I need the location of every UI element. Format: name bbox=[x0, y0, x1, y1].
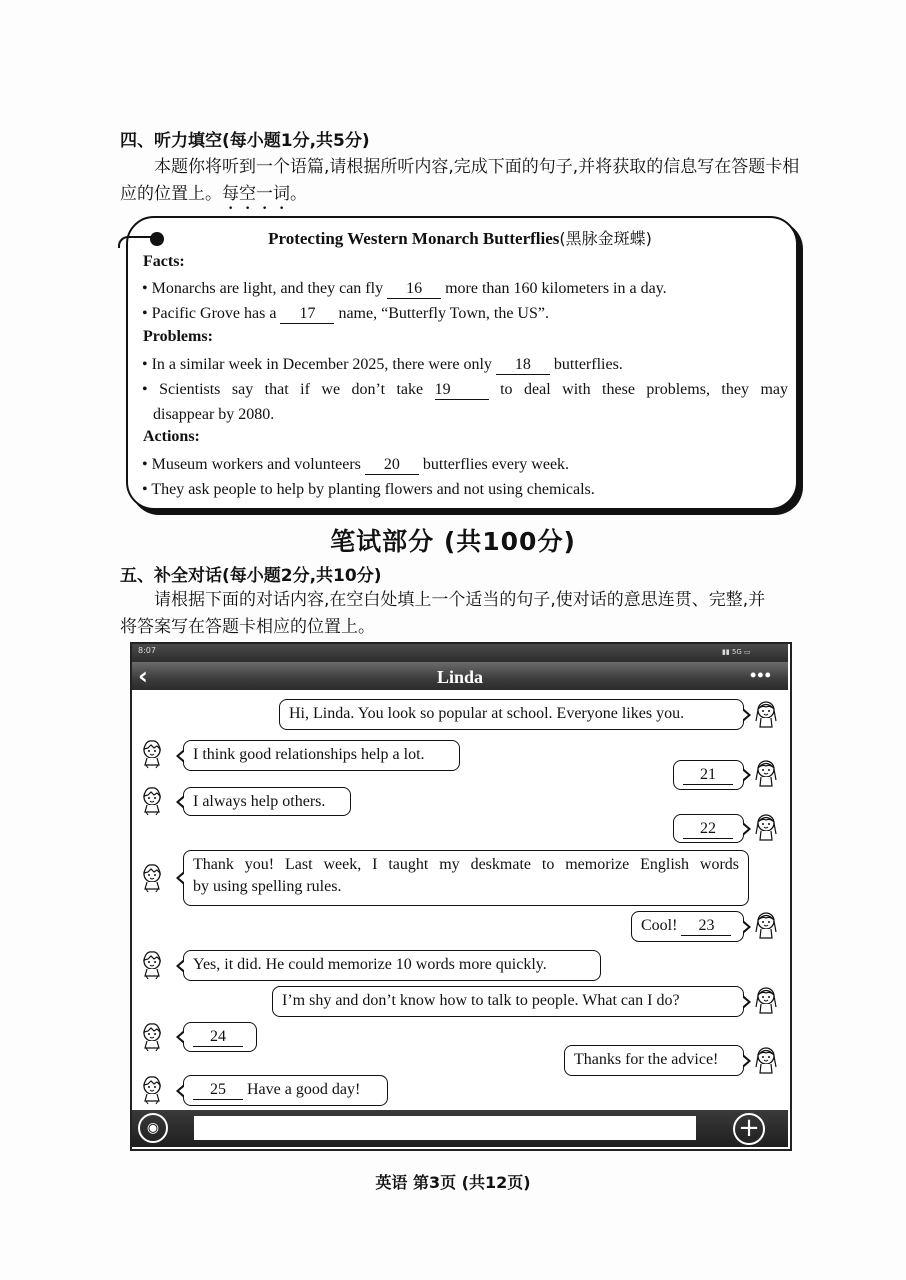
chat-bubble-linda: 25 Have a good day! bbox=[183, 1075, 388, 1106]
signal-battery-icon: ▮▮ 5G ▭ bbox=[722, 648, 751, 656]
blank-18[interactable]: 18 bbox=[496, 356, 550, 375]
status-time: 8:07 bbox=[138, 646, 156, 655]
more-options-icon[interactable]: ••• bbox=[750, 665, 772, 685]
section-4-title: 四、听力填空(每小题1分,共5分) bbox=[120, 131, 370, 151]
chat-bubble-linda: Thank you! Last week, I taught my deskmate to memorize English words by using spelling rules. bbox=[183, 850, 749, 906]
plus-icon[interactable]: + bbox=[733, 1113, 765, 1145]
blank-21[interactable]: 21 bbox=[683, 766, 733, 785]
action-item-2: • They ask people to help by planting flowers and not using chemicals. bbox=[142, 481, 595, 498]
written-part-title: 笔试部分 (共100分) bbox=[330, 527, 576, 556]
emphasis-text: 每空一词 bbox=[222, 184, 290, 204]
fact-item-1: • Monarchs are light, and they can fly 16 more than 160 kilometers in a day. bbox=[142, 280, 667, 297]
chat-bubble-friend: Cool! 23 bbox=[631, 911, 744, 942]
fact-item-2: • Pacific Grove has a 17 name, “Butterfly Town, the US”. bbox=[142, 305, 549, 322]
section-4-instruction: 本题你将听到一个语篇,请根据所听内容,完成下面的句子,并将获取的信息写在答题卡相应的位置上。每空一词。 bbox=[120, 157, 800, 204]
voice-input-icon[interactable]: ◉ bbox=[138, 1113, 168, 1143]
blank-17[interactable]: 17 bbox=[280, 305, 334, 324]
problems-heading: Problems: bbox=[143, 328, 213, 345]
status-bar bbox=[132, 644, 788, 662]
facts-heading: Facts: bbox=[143, 253, 185, 270]
chat-bubble-linda bbox=[183, 1022, 257, 1052]
chat-bubble-friend: I’m shy and don’t know how to talk to people. What can I do? bbox=[272, 986, 744, 1017]
chat-bubble-friend: Thanks for the advice! bbox=[564, 1045, 744, 1076]
section-5-title: 五、补全对话(每小题2分,共10分) bbox=[120, 566, 382, 586]
chat-contact-name: Linda bbox=[436, 667, 484, 687]
blank-20[interactable]: 20 bbox=[365, 456, 419, 475]
action-item-1: • Museum workers and volunteers 20 butterflies every week. bbox=[142, 456, 570, 473]
blank-24[interactable]: 24 bbox=[193, 1028, 243, 1047]
blank-16[interactable]: 16 bbox=[387, 280, 441, 299]
problem-item-2: • Scientists say that if we don’t take 19 to deal with these problems, they may bbox=[142, 381, 788, 398]
chat-bubble-linda: I always help others. bbox=[183, 787, 351, 816]
back-arrow-icon[interactable]: ‹ bbox=[138, 662, 148, 690]
chat-bubble-linda: Yes, it did. He could memorize 10 words more quickly. bbox=[183, 950, 601, 981]
actions-heading: Actions: bbox=[143, 428, 200, 445]
chat-bubble-friend bbox=[673, 760, 744, 790]
notes-title: Protecting Western Monarch Butterflies(黑脉金斑蝶) bbox=[268, 229, 652, 248]
blank-22[interactable]: 22 bbox=[683, 820, 733, 839]
problem-item-2-cont: disappear by 2080. bbox=[153, 406, 275, 423]
blank-23[interactable]: 23 bbox=[681, 917, 731, 936]
chat-bubble-friend: Hi, Linda. You look so popular at school. Everyone likes you. bbox=[279, 699, 744, 730]
message-input[interactable] bbox=[194, 1116, 696, 1140]
chat-bubble-friend bbox=[673, 814, 744, 843]
chat-bubble-linda: I think good relationships help a lot. bbox=[183, 740, 460, 771]
blank-25[interactable]: 25 bbox=[193, 1081, 243, 1100]
problem-item-1: • In a similar week in December 2025, there were only 18 butterflies. bbox=[142, 356, 623, 373]
blank-19[interactable]: 19 bbox=[435, 381, 489, 400]
section-5-instruction: 请根据下面的对话内容,在空白处填上一个适当的句子,使对话的意思连贯、完整,并 将答案写在答题卡相应的位置上。 bbox=[120, 590, 766, 637]
page-footer: 英语 第3页 (共12页) bbox=[375, 1173, 531, 1192]
